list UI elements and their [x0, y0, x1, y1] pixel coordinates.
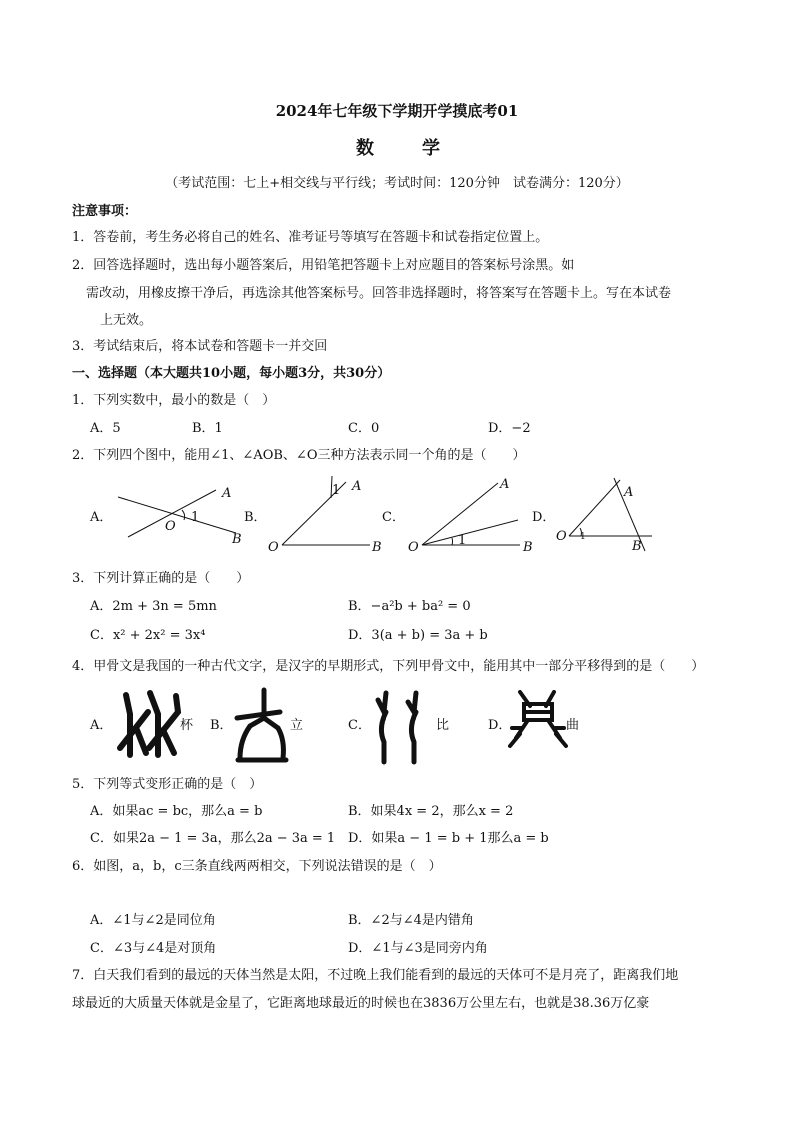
q3-option-d: D．3(a + b) = 3a + b	[348, 628, 488, 643]
note-item: 3．考试结束后，将本试卷和答题卡一并交回	[72, 339, 328, 354]
fig-a-label-A: A	[222, 486, 232, 501]
oracle-bone-glyph-bi	[378, 693, 416, 762]
q5-option-c: C．如果2a − 1 = 3a，那么2a − 3a = 1	[90, 831, 336, 846]
q1-option-c: C．0	[348, 421, 380, 436]
q2-label-d: D．	[532, 510, 556, 525]
q5-option-b: B．如果4x = 2，那么x = 2	[348, 804, 514, 819]
question-5-stem: 5．下列等式变形正确的是（ ）	[72, 777, 263, 792]
q3-option-b: B．−a²b + ba² = 0	[348, 599, 471, 614]
exam-title: 2024年七年级下学期开学摸底考01	[275, 102, 519, 120]
oracle-bone-glyph-qu	[510, 692, 566, 746]
q4-char-a: 杯	[180, 718, 194, 733]
q1-option-d: D．−2	[488, 421, 531, 436]
fig-c-label-O: O	[408, 540, 419, 555]
fig-d-label-B: B	[632, 539, 642, 554]
section-heading: 一、选择题（本大题共10小题，每小题3分，共30分）	[72, 366, 391, 381]
q6-option-a: A．∠1与∠2是同位角	[90, 913, 216, 928]
q5-option-d: D．如果a − 1 = b + 1那么a = b	[348, 831, 549, 846]
question-1-stem: 1．下列实数中，最小的数是（ ）	[72, 393, 276, 408]
subject-char-2: 学	[422, 138, 440, 159]
question-6-stem: 6．如图，a，b，c三条直线两两相交，下列说法错误的是（ ）	[72, 859, 442, 874]
oracle-bone-glyph-bei	[120, 693, 178, 755]
q5-option-a: A．如果ac = bc，那么a = b	[90, 804, 263, 819]
fig-c-label-1: 1	[458, 533, 467, 548]
q2-label-c: C．	[382, 510, 405, 525]
q2-label-b: B．	[244, 510, 267, 525]
note-item: 上无效。	[100, 313, 153, 328]
question-7-line: 球最近的大质量天体就是金星了，它距离地球最近的时候也在3836万公里左右，也就是38.36万亿豪	[72, 996, 650, 1011]
fig-b-label-A: A	[352, 479, 362, 494]
q4-char-d: 曲	[566, 718, 580, 733]
fig-d-label-1: 1	[580, 532, 586, 542]
oracle-bone-glyph-li	[237, 690, 286, 760]
subject-char-1: 数	[356, 138, 374, 159]
q4-char-b: 立	[290, 718, 304, 733]
q1-option-a: A．5	[90, 421, 121, 436]
q2-figure-a	[118, 490, 236, 537]
q6-option-b: B．∠2与∠4是内错角	[348, 913, 474, 928]
q4-label-b: B．	[210, 718, 233, 733]
fig-c-label-A: A	[500, 477, 510, 492]
q2-label-a: A．	[90, 510, 113, 525]
exam-scope: （考试范围：七上+相交线与平行线；考试时间：120分钟 试卷满分：120分）	[165, 176, 629, 191]
fig-b-label-1: 1	[332, 483, 341, 498]
q6-option-d: D．∠1与∠3是同旁内角	[348, 941, 488, 956]
fig-a-label-O: O	[165, 519, 176, 534]
fig-d-label-O: O	[556, 529, 567, 544]
fig-b-label-O: O	[268, 540, 279, 555]
note-item: 需改动，用橡皮擦干净后，再选涂其他答案标号。回答非选择题时，将答案写在答题卡上。写在本试卷	[86, 286, 672, 301]
fig-d-label-A: A	[624, 485, 634, 500]
q4-char-c: 比	[436, 718, 450, 733]
question-7-line: 7．白天我们看到的最远的天体当然是太阳，不过晚上我们能看到的最远的天体可不是月亮了，距离我们地	[72, 968, 679, 983]
q4-label-a: A．	[90, 718, 113, 733]
question-3-stem: 3．下列计算正确的是（ ）	[72, 571, 250, 586]
q3-option-a: A．2m + 3n = 5mn	[90, 599, 217, 614]
q6-option-c: C．∠3与∠4是对顶角	[90, 941, 217, 956]
fig-a-label-1: 1	[191, 510, 200, 525]
fig-a-label-B: B	[232, 532, 242, 547]
notes-heading: 注意事项：	[72, 204, 138, 219]
note-item: 2．回答选择题时，选出每小题答案后，用铅笔把答题卡上对应题目的答案标号涂黑。如	[72, 258, 575, 273]
fig-b-label-B: B	[372, 540, 382, 555]
q1-option-b: B．1	[192, 421, 223, 436]
note-item: 1．答卷前，考生务必将自己的姓名、准考证号等填写在答题卡和试卷指定位置上。	[72, 230, 549, 245]
question-4-stem: 4．甲骨文是我国的一种古代文字，是汉字的早期形式，下列甲骨文中，能用其中一部分平移得到的是（ ）	[72, 659, 705, 674]
q4-label-c: C．	[348, 718, 371, 733]
q4-label-d: D．	[488, 718, 512, 733]
q2-figure-c	[422, 483, 520, 545]
fig-c-label-B: B	[523, 540, 533, 555]
q3-option-c: C．x² + 2x² = 3x⁴	[90, 628, 206, 643]
question-2-stem: 2．下列四个图中，能用∠1、∠AOB、∠O三种方法表示同一个角的是（ ）	[72, 448, 526, 463]
